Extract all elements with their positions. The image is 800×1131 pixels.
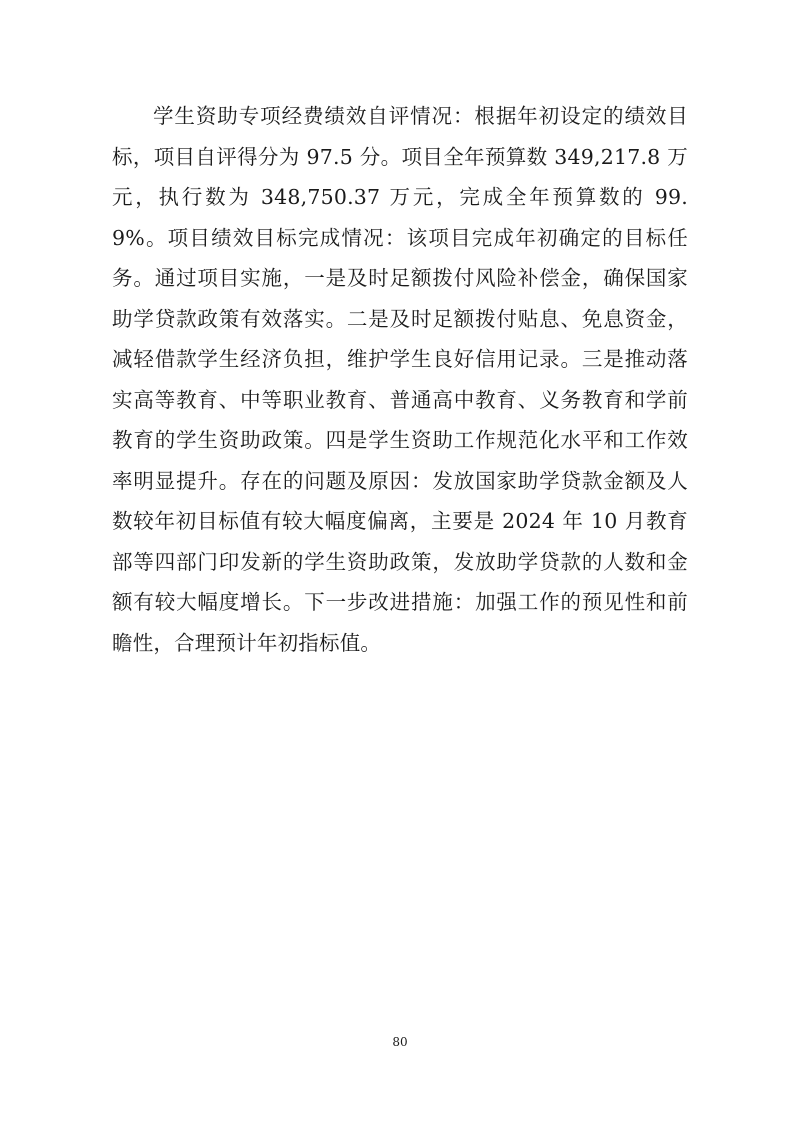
body-paragraph: 学生资助专项经费绩效自评情况：根据年初设定的绩效目标，项目自评得分为 97.5 分。项目全年预算数 349,217.8 万元，执行数为 348,750.37 万元，完成全年预算数的 99.9%。项目绩效目标完成情况：该项目完成年初确定的目标任务。通过项目实施，一是及时足额拨付风险补偿金，确保国家助学贷款政策有效落实。二是及时足额拨付贴息、免息资金，减轻借款学生经济负担，维护学生良好信用记录。三是推动落实高等教育、中等职业教育、普通高中教育、义务教育和学前教育的学生资助政策。四是学生资助工作规范化水平和工作效率明显提升。存在的问题及原因：发放国家助学贷款金额及人数较年初目标值有较大幅度偏离，主要是 2024 年 10 月教育部等四部门印发新的学生资助政策，发放助学贷款的人数和金额有较大幅度增长。下一步改进措施：加强工作的预见性和前瞻性，合理预计年初指标值。	[112, 104, 688, 655]
page-number: 80	[392, 1035, 408, 1049]
